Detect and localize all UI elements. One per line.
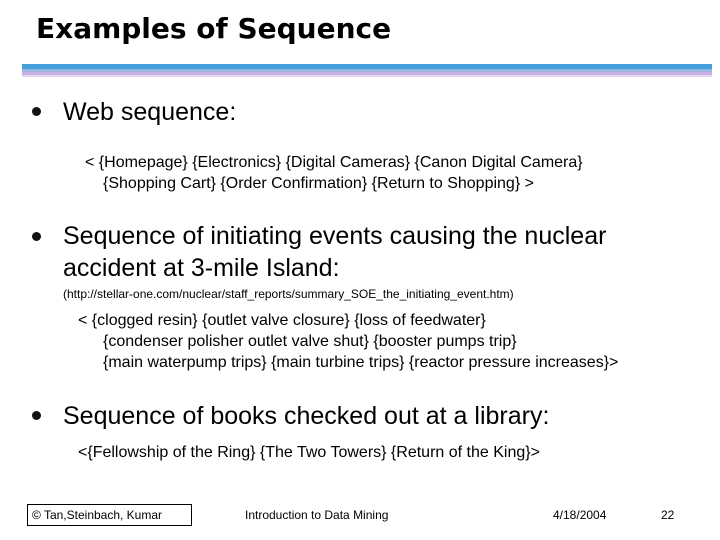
web-sequence-line: < {Homepage} {Electronics} {Digital Cameras} {Canon Digital Camera} xyxy=(85,154,583,171)
bullet-nuclear-sequence xyxy=(63,220,606,284)
bullet-web-sequence: Web sequence: xyxy=(63,98,237,126)
slide-title: Examples of Sequence xyxy=(36,12,392,45)
source-url: (http://stellar-one.com/nuclear/staff_reports/summary_SOE_the_initiating_event.htm) xyxy=(63,287,514,301)
footer-date: 4/18/2004 xyxy=(553,508,607,522)
footer-page-number: 22 xyxy=(661,508,675,522)
footer-course: Introduction to Data Mining xyxy=(245,508,389,522)
footer-copyright: © Tan,Steinbach, Kumar xyxy=(27,504,192,526)
title-divider-shade-3 xyxy=(22,75,712,77)
nuclear-sequence-line: {condenser polisher outlet valve shut} {booster pumps trip} xyxy=(103,333,517,350)
library-sequence-line: <{Fellowship of the Ring} {The Two Towers} {Return of the King}> xyxy=(78,444,540,461)
bullet-library-sequence: Sequence of books checked out at a library: xyxy=(63,402,550,430)
bullet-dot-icon xyxy=(32,232,41,241)
nuclear-sequence-line: < {clogged resin} {outlet valve closure} {loss of feedwater} xyxy=(78,312,486,329)
bullet-dot-icon xyxy=(32,107,41,116)
bullet-nuclear-line-2: accident at 3-mile Island: xyxy=(63,254,340,282)
bullet-dot-icon xyxy=(32,411,41,420)
nuclear-sequence-line: {main waterpump trips} {main turbine trips} {reactor pressure increases}> xyxy=(103,354,619,371)
web-sequence-line: {Shopping Cart} {Order Confirmation} {Return to Shopping} > xyxy=(103,175,534,192)
bullet-nuclear-line-1: Sequence of initiating events causing the nuclear xyxy=(63,222,607,250)
